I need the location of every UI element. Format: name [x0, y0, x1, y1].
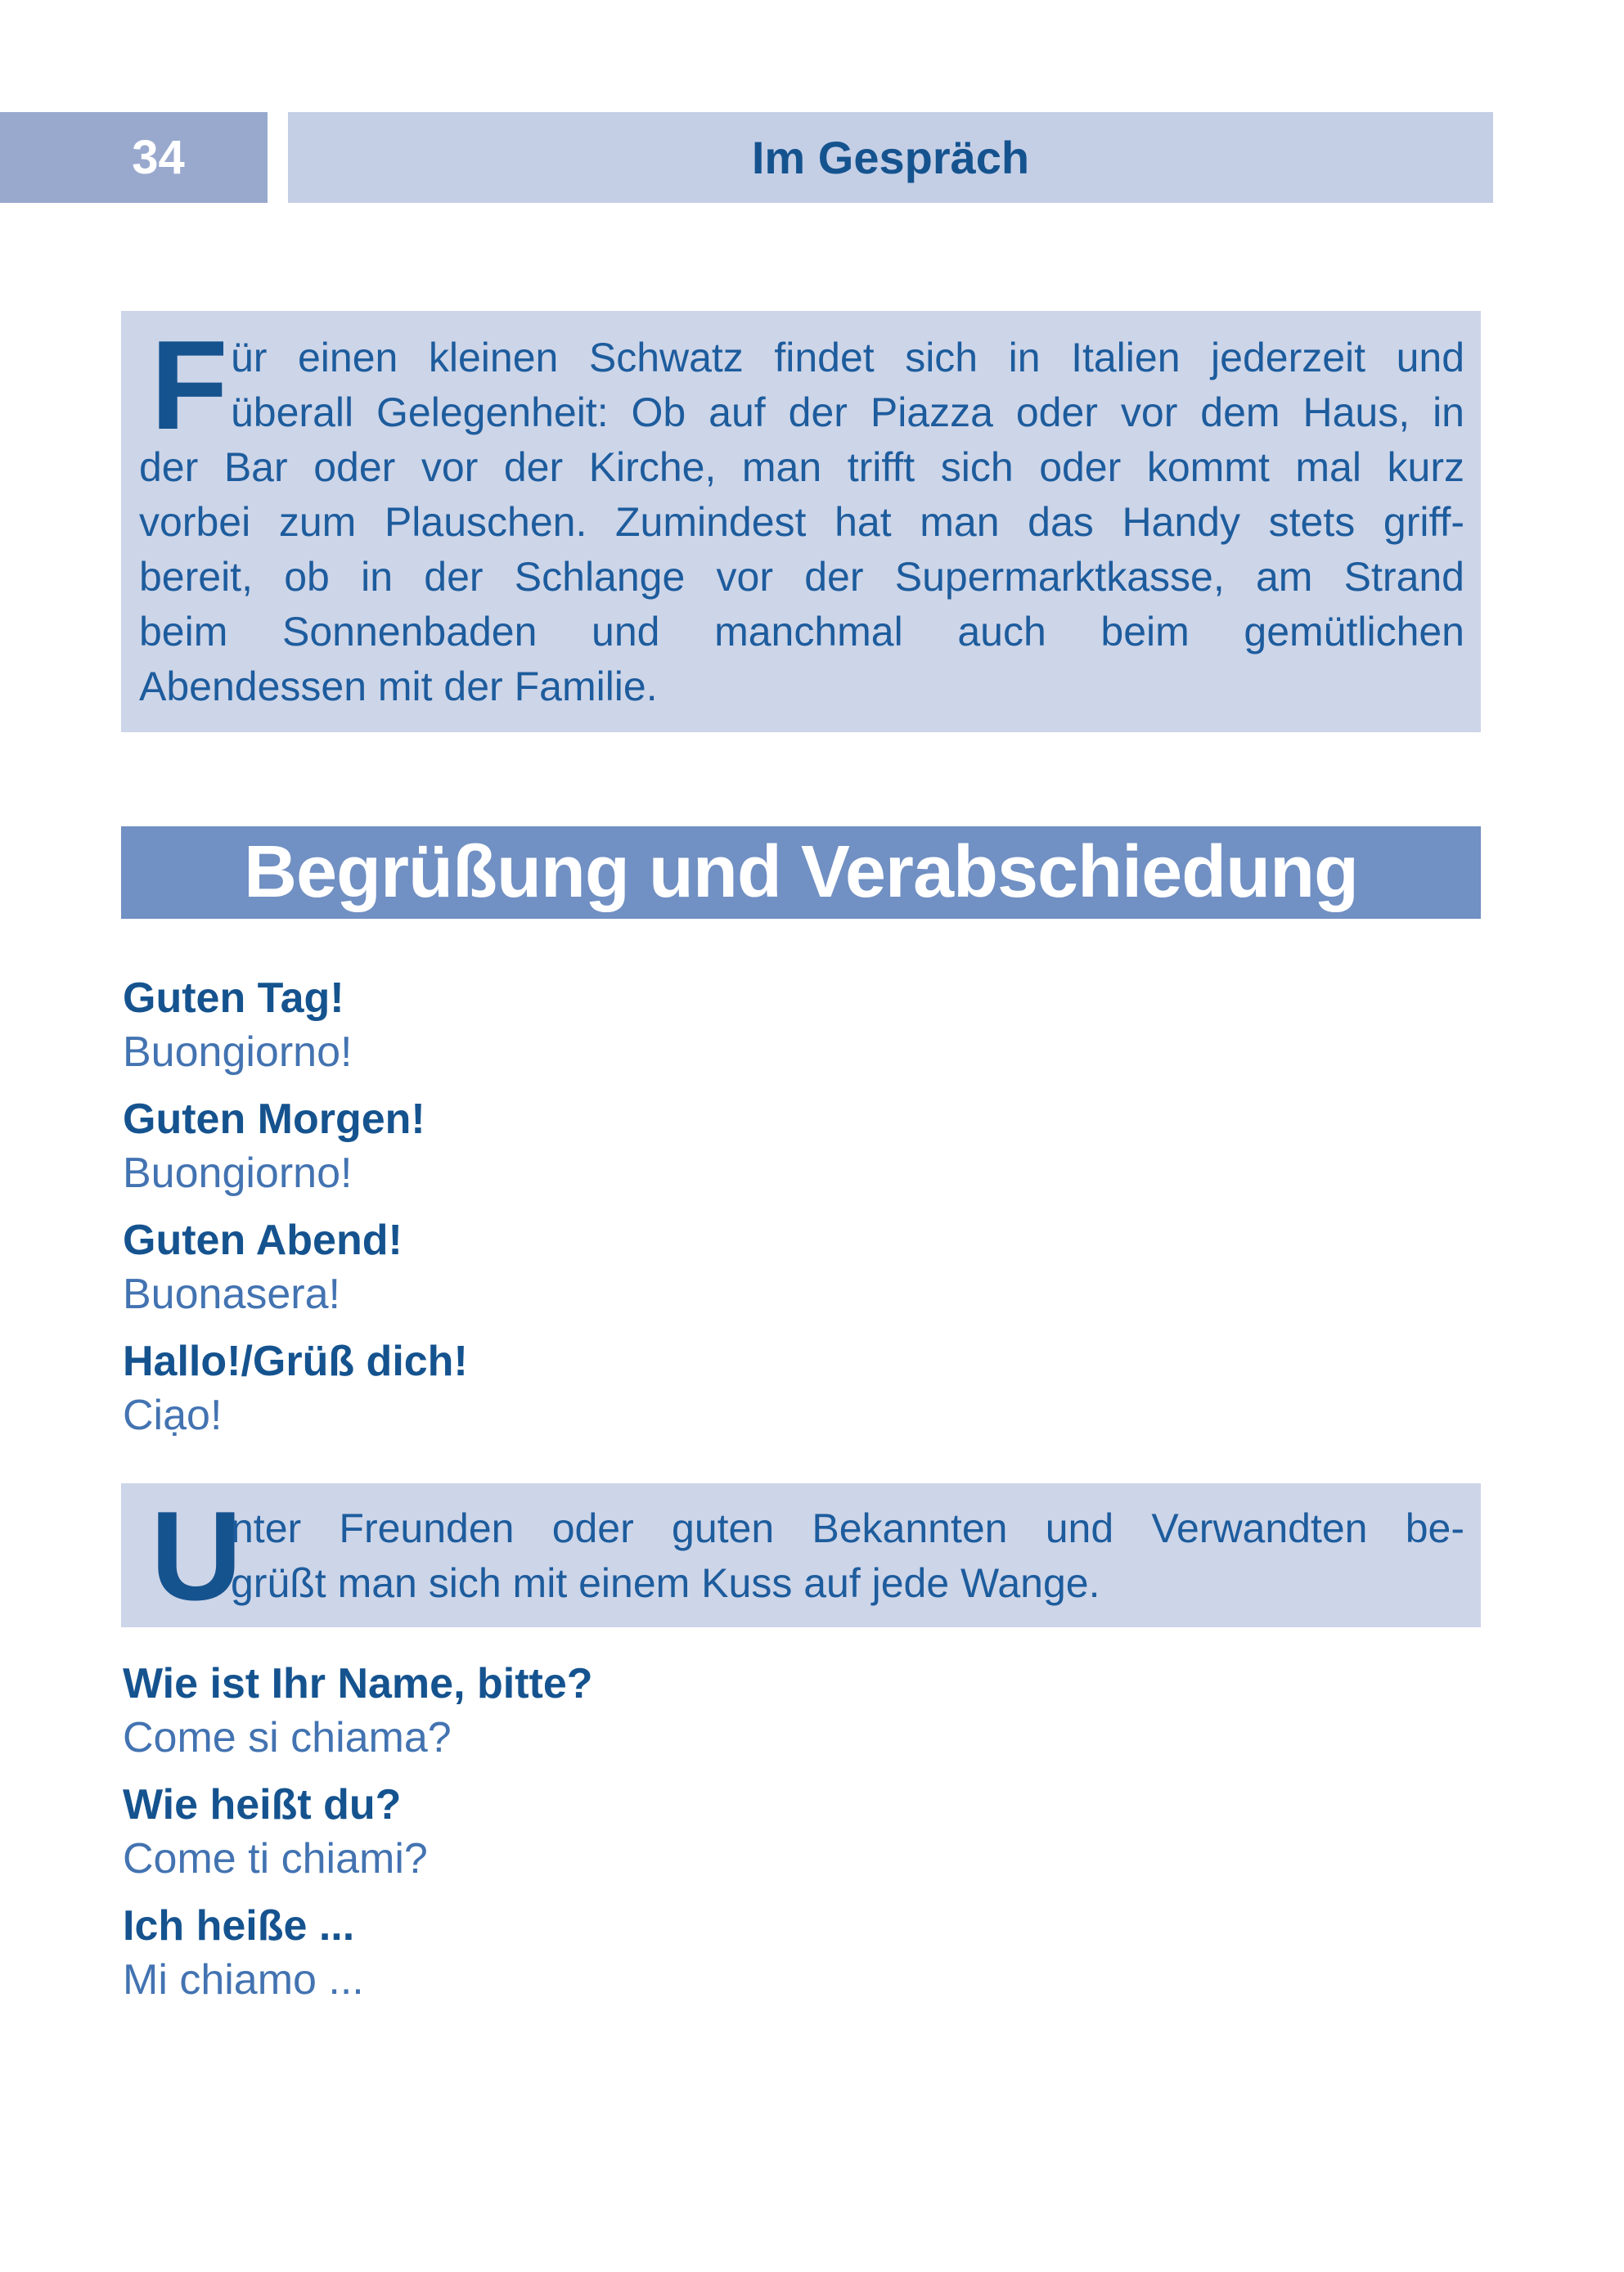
chapter-title: Im Gespräch — [751, 132, 1030, 183]
phrase-german: Wie ist Ihr Name, bitte? — [123, 1660, 593, 1707]
phrase-german: Guten Abend! — [123, 1217, 403, 1264]
phrase-list-names — [123, 1657, 1624, 2007]
header-gap — [268, 112, 288, 203]
note-dropcap: U — [151, 1485, 242, 1626]
phrase-italian: Buonasera! — [123, 1271, 340, 1318]
phrase-italian: Come si chiama? — [123, 1714, 452, 1761]
page-number-box — [0, 112, 268, 203]
note-info-box — [121, 1483, 1481, 1627]
phrase-pair — [123, 1334, 1624, 1442]
intro-line: der Bar oder vor der Kirche, man trifft sich oder kommt mal kurz — [139, 444, 1464, 490]
intro-line: vorbei zum Plauschen. Zumindest hat man das Handy stets griff- — [139, 499, 1464, 545]
phrase-german: Wie heißt du? — [123, 1781, 402, 1829]
phrase-german: Ich heiße ... — [123, 1902, 355, 1950]
phrase-pair — [123, 1899, 1624, 2007]
phrase-german: Guten Tag! — [123, 974, 344, 1022]
phrase-italian: Ciạo! — [123, 1392, 223, 1439]
phrase-pair — [123, 1657, 1624, 1765]
phrase-pair — [123, 1778, 1624, 1886]
phrase-pair — [123, 1092, 1624, 1200]
phrase-italian: Buongiorno! — [123, 1028, 353, 1076]
section-title: Begrüßung und Verabschiedung — [243, 831, 1359, 913]
phrase-pair — [123, 1213, 1624, 1321]
intro-dropcap: F — [151, 314, 228, 456]
phrase-italian: Come ti chiami? — [123, 1835, 428, 1883]
intro-line: bereit, ob in der Schlange vor der Supermarktkasse, am Strand — [139, 554, 1464, 600]
section-header — [121, 826, 1481, 919]
phrase-italian: Mi chiamo ... — [123, 1956, 364, 2004]
page-header — [0, 112, 1624, 203]
intro-line: überall Gelegenheit: Ob auf der Piazza oder vor dem Haus, in — [231, 389, 1464, 435]
intro-line: ür einen kleinen Schwatz findet sich in Italien jederzeit und — [231, 335, 1464, 380]
note-line: grüßt man sich mit einem Kuss auf jede Wange. — [231, 1560, 1100, 1606]
intro-line: Abendessen mit der Familie. — [139, 664, 658, 709]
intro-line: beim Sonnenbaden und manchmal auch beim gemütlichen — [139, 609, 1464, 655]
phrase-list-greetings — [123, 971, 1624, 1442]
phrase-italian: Buongiorno! — [123, 1149, 353, 1197]
phrase-german: Hallo!/Grüß dich! — [123, 1338, 468, 1385]
phrase-german: Guten Morgen! — [123, 1096, 425, 1143]
phrase-pair — [123, 971, 1624, 1079]
note-line: nter Freunden oder guten Bekannten und Verwandten be- — [231, 1505, 1464, 1551]
chapter-title-bar — [288, 112, 1493, 203]
intro-info-box — [121, 311, 1481, 732]
page-number: 34 — [132, 131, 185, 184]
